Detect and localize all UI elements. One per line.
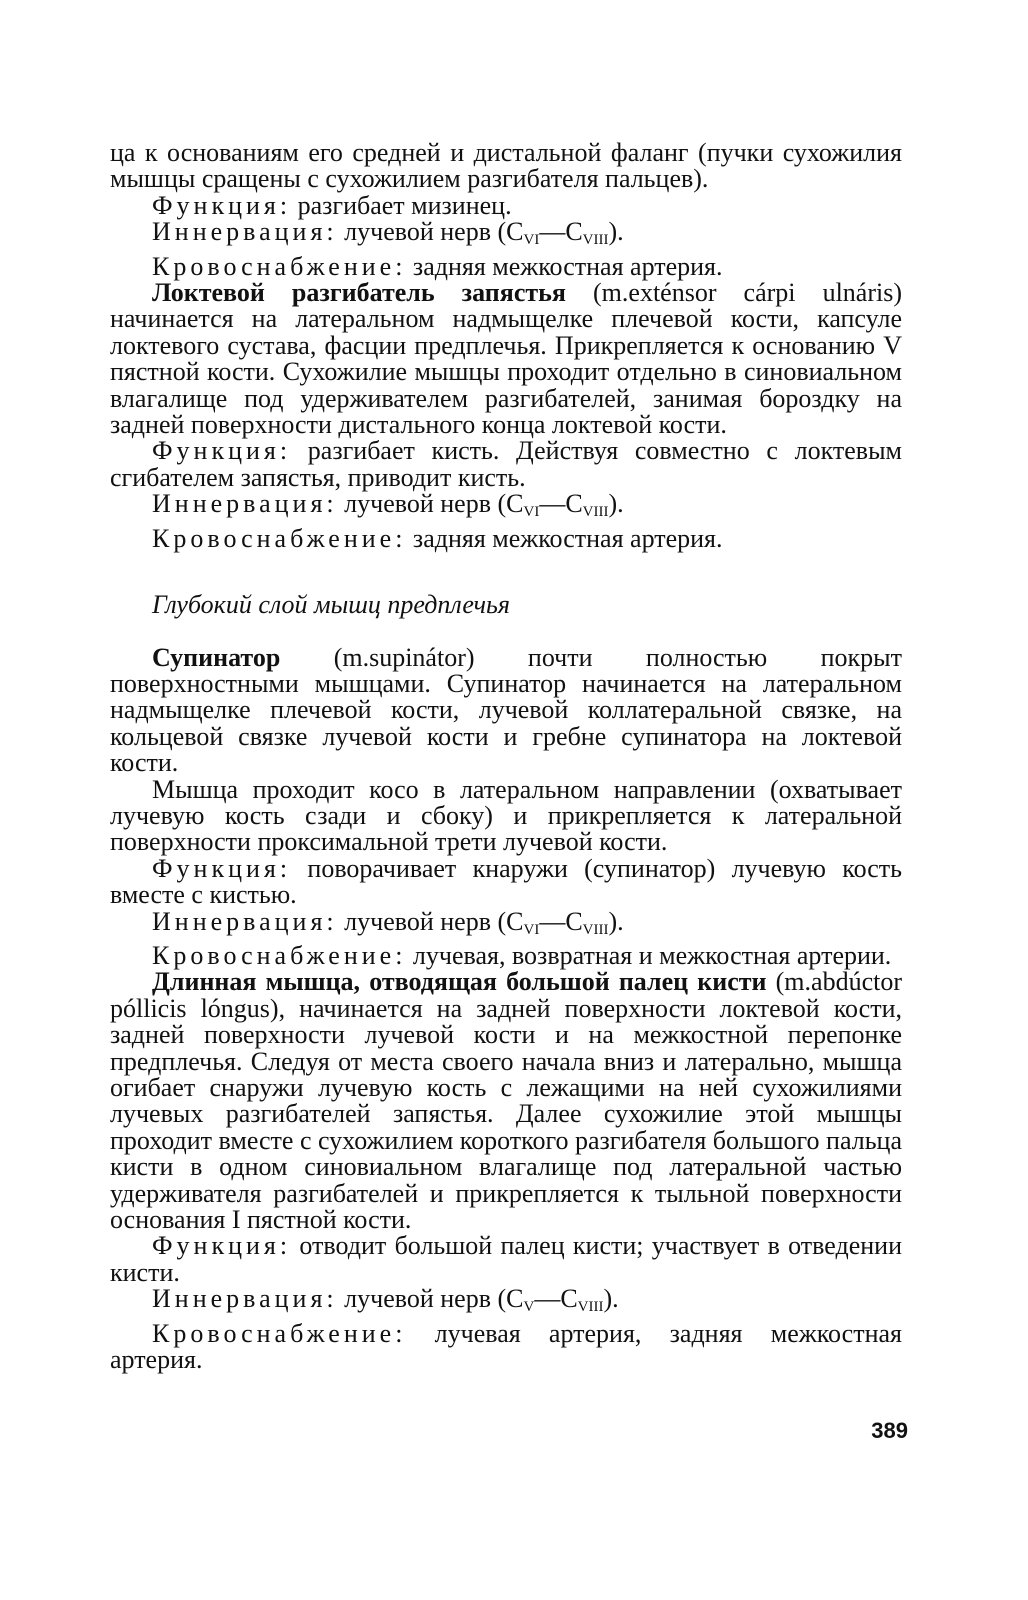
innervation-line <box>110 491 902 525</box>
innervation-text: ). <box>608 906 624 936</box>
innervation-text: ). <box>603 1284 619 1314</box>
subscript: VI <box>523 504 540 521</box>
function-line <box>110 853 902 910</box>
muscle-term: Локтевой разгибатель запястья <box>152 278 566 308</box>
blood-supply-line <box>110 251 902 281</box>
page-body <box>110 140 902 1373</box>
innervation-label: Иннервация: <box>152 489 338 519</box>
innervation-text: лучевой нерв (C <box>337 217 524 247</box>
function-label: Функция: <box>152 853 292 883</box>
blood-supply-label: Кровоснабжение: <box>152 251 407 281</box>
innervation-text: лучевой нерв (C <box>337 906 524 936</box>
blood-supply-text: лучевая, возвратная и межкостная артерии. <box>406 940 892 970</box>
subscript: VIII <box>582 921 609 938</box>
subscript: VIII <box>577 1299 604 1316</box>
subscript: VI <box>523 921 540 938</box>
paragraph-text: (m.supinátor) почти полностью покрыт поверхностными мышцами. Супинатор начинается на латеральном надмыщелке плечевой кости, лучевой коллатеральной связке, на кольцевой связке лучевой кости и гребне супинатора на локтевой кости. <box>110 642 902 778</box>
blood-supply-label: Кровоснабжение: <box>152 523 407 553</box>
function-line <box>110 1233 902 1286</box>
blood-supply-text: задняя межкостная артерия. <box>406 523 723 553</box>
function-text: поворачивает кнаружи (супинатор) лучевую кость вместе с кистью. <box>110 853 902 910</box>
paragraph-text: (m.abdúctor póllicis lóngus), начинается на задней поверхности локтевой кости, задней поверхности лучевой кости и на межкостной перепонке предплечья. Следуя от места своего начала вниз и латерально, мышца огибает снаружи лучевую кость с лежащими на ней сухожилиями лучевых разгибателей запястья. Далее сухожилие этой мышцы проходит вместе с сухожилием короткого разгибателя большого пальца кисти в одном синовиальном влагалище под латеральной частью удерживателя разгибателей и прикрепляется к тыльной поверхности основания I пястной кости. <box>110 967 903 1235</box>
blood-supply-label: Кровоснабжение: <box>152 940 407 970</box>
innervation-label: Иннервация: <box>152 1284 338 1314</box>
subscript: V <box>523 1299 535 1316</box>
innervation-text: лучевой нерв (C <box>337 489 524 519</box>
subscript: VI <box>523 232 540 249</box>
innervation-text: ). <box>608 217 624 247</box>
paragraph-text: ца к основаниям его средней и дистальной фаланг (пучки сухожилия мышцы сращены с сухожилием разгибателя пальцев). <box>110 138 902 194</box>
innervation-label: Иннервация: <box>152 906 338 936</box>
innervation-line <box>110 906 902 943</box>
subscript: VIII <box>582 504 609 521</box>
muscle-paragraph <box>110 969 902 1233</box>
blood-supply-line <box>110 523 902 553</box>
section-title: Глубокий слой мышц предплечья <box>152 590 510 620</box>
muscle-term: Длинная мышца, отводящая большой палец кисти <box>152 967 767 997</box>
paragraph-text: (m.exténsor cárpi ulnáris) начинается на латеральном надмыщелке плечевой кости, капсуле локтевого сустава, фасции предплечья. Прикрепляется к основанию V пястной кости. Сухожилие мышцы проходит отдельно в синовиальном влагалище под удерживателем разгибателей, занимая бороздку на задней поверхности дистального конца локтевой кости. <box>110 278 902 440</box>
function-text: разгибает кисть. Действуя совместно с локтевым сгибателем запястья, приводит кисть. <box>110 436 902 492</box>
innervation-text: —C <box>539 217 583 247</box>
innervation-text: лучевой нерв (C <box>337 1284 524 1314</box>
innervation-text: —C <box>534 1284 578 1314</box>
blood-supply-text: лучевая артерия, задняя межкостная артерия. <box>110 1318 902 1375</box>
function-label: Функция: <box>152 436 292 466</box>
page-number: 389 <box>871 1418 908 1443</box>
innervation-text: —C <box>539 489 583 519</box>
subscript: VIII <box>582 232 609 249</box>
blood-supply-text: задняя межкостная артерия. <box>406 251 723 281</box>
blood-supply-label: Кровоснабжение: <box>152 1318 407 1348</box>
blood-supply-line <box>110 1318 902 1375</box>
function-text: разгибает мизинец. <box>291 190 512 220</box>
innervation-line <box>110 219 902 253</box>
paragraph <box>110 774 902 857</box>
function-text: отводит большой палец кисти; участвует в отведении кисти. <box>110 1231 902 1287</box>
muscle-paragraph <box>110 642 902 778</box>
function-line <box>110 438 902 491</box>
paragraph-continuation <box>110 140 902 193</box>
innervation-text: —C <box>539 906 583 936</box>
muscle-term: Супинатор <box>152 642 281 672</box>
muscle-paragraph <box>110 280 902 438</box>
innervation-label: Иннервация: <box>152 217 338 247</box>
innervation-text: ). <box>608 489 624 519</box>
function-label: Функция: <box>152 190 292 220</box>
paragraph-text: Мышца проходит косо в латеральном направлении (охватывает лучевую кость сзади и сбоку) и прикрепляется к латеральной поверхности проксимальной трети лучевой кости. <box>110 774 902 857</box>
blood-supply-line <box>110 940 902 970</box>
innervation-line <box>110 1286 902 1320</box>
function-line <box>110 190 902 220</box>
function-label: Функция: <box>152 1231 292 1261</box>
